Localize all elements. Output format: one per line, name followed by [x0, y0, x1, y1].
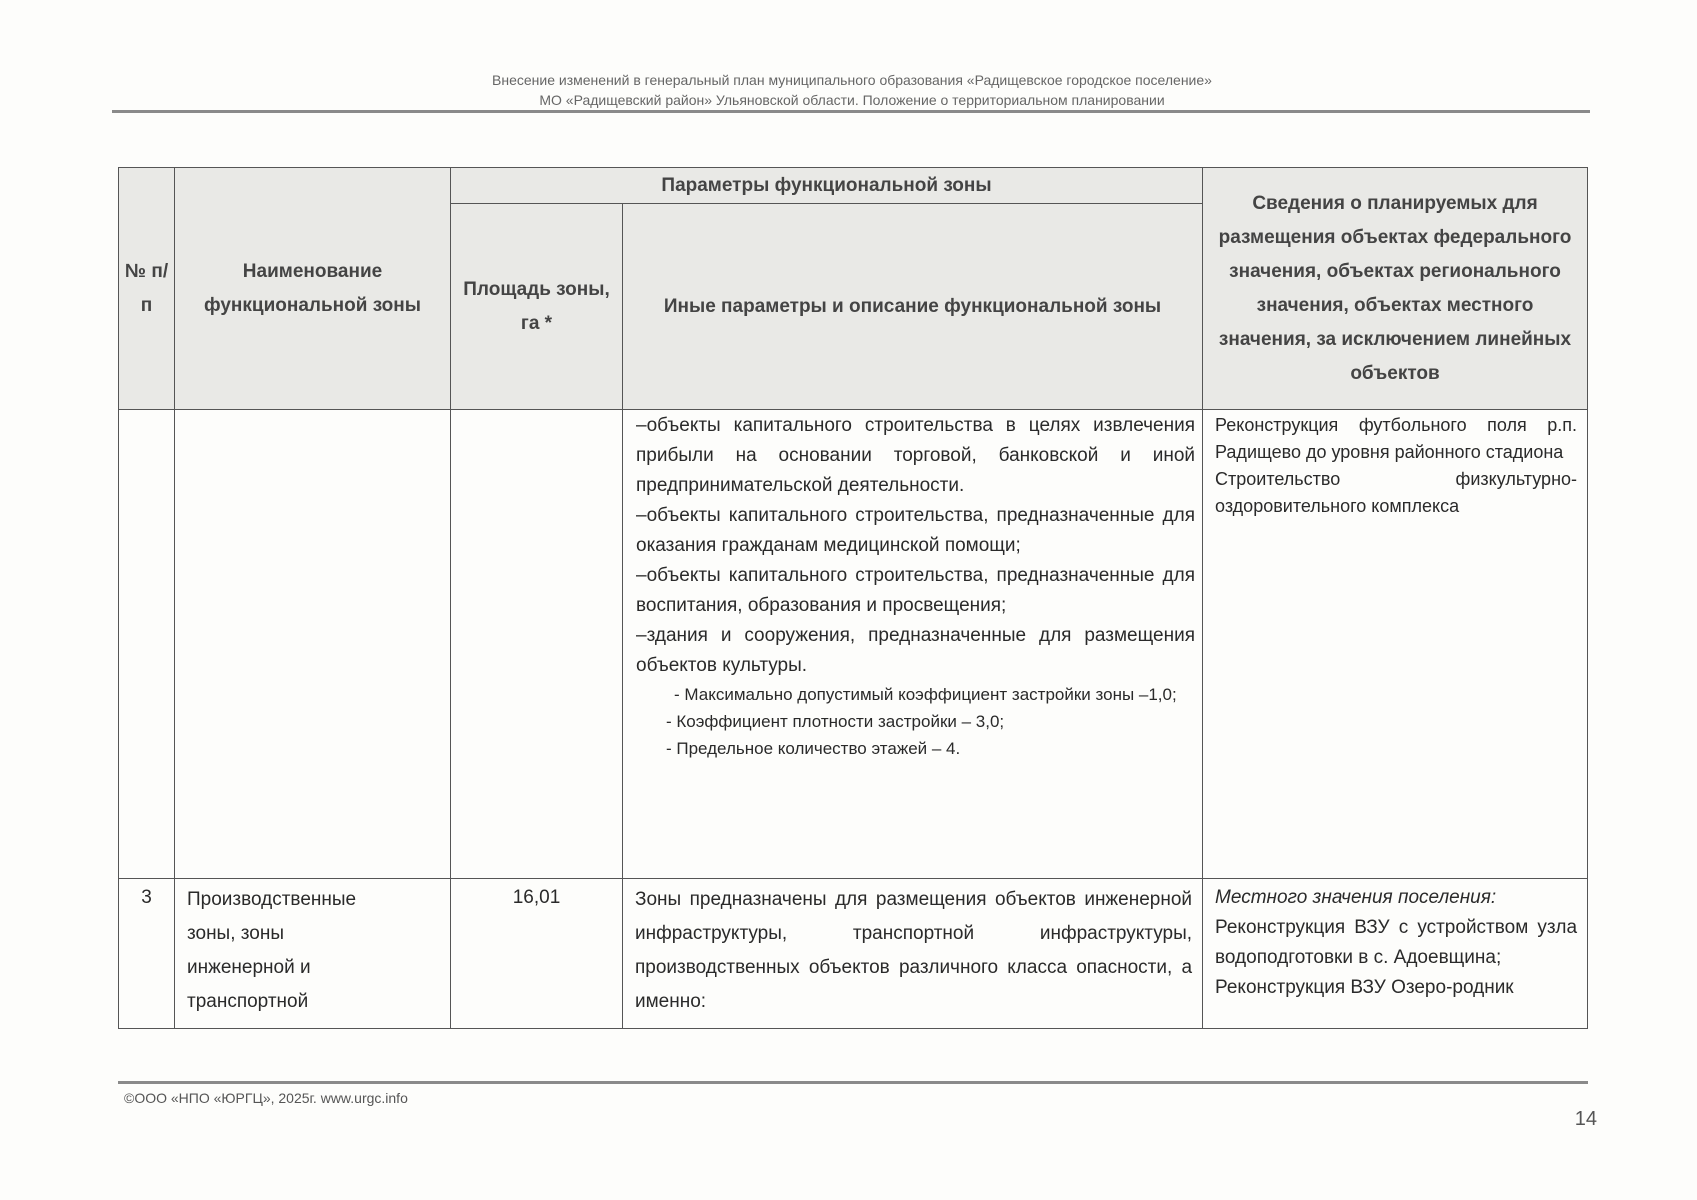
- header-area: Площадь зоны, га *: [451, 204, 623, 410]
- page-number: 14: [1574, 1108, 1597, 1130]
- row-continued-num: [119, 410, 175, 879]
- page-header: [112, 70, 1592, 110]
- param-floors: - Предельное количество этажей – 4.: [666, 739, 961, 758]
- header-divider: [112, 110, 1590, 113]
- list-item: Реконструкция ВЗУ Озеро-родник: [1215, 977, 1514, 998]
- param-density-coefficient: - Коэффициент плотности застройки – 3,0;: [666, 712, 1005, 731]
- row-continued-name: [175, 410, 451, 879]
- list-item: –объекты капитального строительства, предназначенные для воспитания, образования и просвещения;: [636, 565, 1196, 616]
- row-3-area: 16,01: [451, 879, 623, 1029]
- functional-zones-table: [118, 167, 1588, 1029]
- row-3-name: Производственные зоны, зоны инженерной и транспортной: [175, 879, 451, 1029]
- row-continued-description: [623, 410, 1203, 879]
- list-item: Реконструкция ВЗУ с устройством узла водоподготовки в с. Адоевщина;: [1215, 917, 1578, 968]
- row-3-description: Зоны предназначены для размещения объектов инженерной инфраструктуры, транспортной инфраструктуры, производственных объектов различного класса опасности, а именно:: [623, 879, 1203, 1029]
- bullet-list: [624, 411, 1201, 681]
- objects-heading: Местного значения поселения:: [1215, 887, 1497, 908]
- row-3-objects: [1203, 879, 1588, 1029]
- list-item: –объекты капитального строительства в целях извлечения прибыли на основании торговой, банковской и иной предпринимательской деятельности.: [636, 415, 1196, 496]
- header-other-params: Иные параметры и описание функциональной зоны: [623, 204, 1203, 410]
- header-objects: Сведения о планируемых для размещения объектах федерального значения, объектах регионального значения, объектах местного значения, за исключением линейных объектов: [1203, 168, 1588, 410]
- zone-parameters: [624, 681, 1201, 762]
- list-item: Реконструкция футбольного поля р.п. Радищево до уровня районного стадиона: [1215, 415, 1578, 462]
- header-params-group: Параметры функциональной зоны: [451, 168, 1203, 204]
- header-zone-name: Наименование функциональной зоны: [175, 168, 451, 410]
- footer-copyright: ©ООО «НПО «ЮРГЦ», 2025г. www.urgc.info: [124, 1090, 408, 1106]
- header-line-1: Внесение изменений в генеральный план муниципального образования «Радищевское городское поселение»: [492, 72, 1212, 88]
- row-continued-area: [451, 410, 623, 879]
- row-3-num: 3: [119, 879, 175, 1029]
- list-item: –здания и сооружения, предназначенные для размещения объектов культуры.: [636, 625, 1196, 676]
- list-item: Строительство физкультурно-оздоровительного комплекса: [1215, 469, 1578, 516]
- list-item: –объекты капитального строительства, предназначенные для оказания гражданам медицинской помощи;: [636, 505, 1196, 556]
- header-num: № п/п: [119, 168, 175, 410]
- param-density-max: - Максимально допустимый коэффициент застройки зоны –1,0;: [674, 685, 1177, 704]
- header-line-2: МО «Радищевский район» Ульяновской области. Положение о территориальном планировании: [539, 92, 1165, 108]
- row-continued-objects: [1203, 410, 1588, 879]
- footer-divider: [118, 1081, 1588, 1084]
